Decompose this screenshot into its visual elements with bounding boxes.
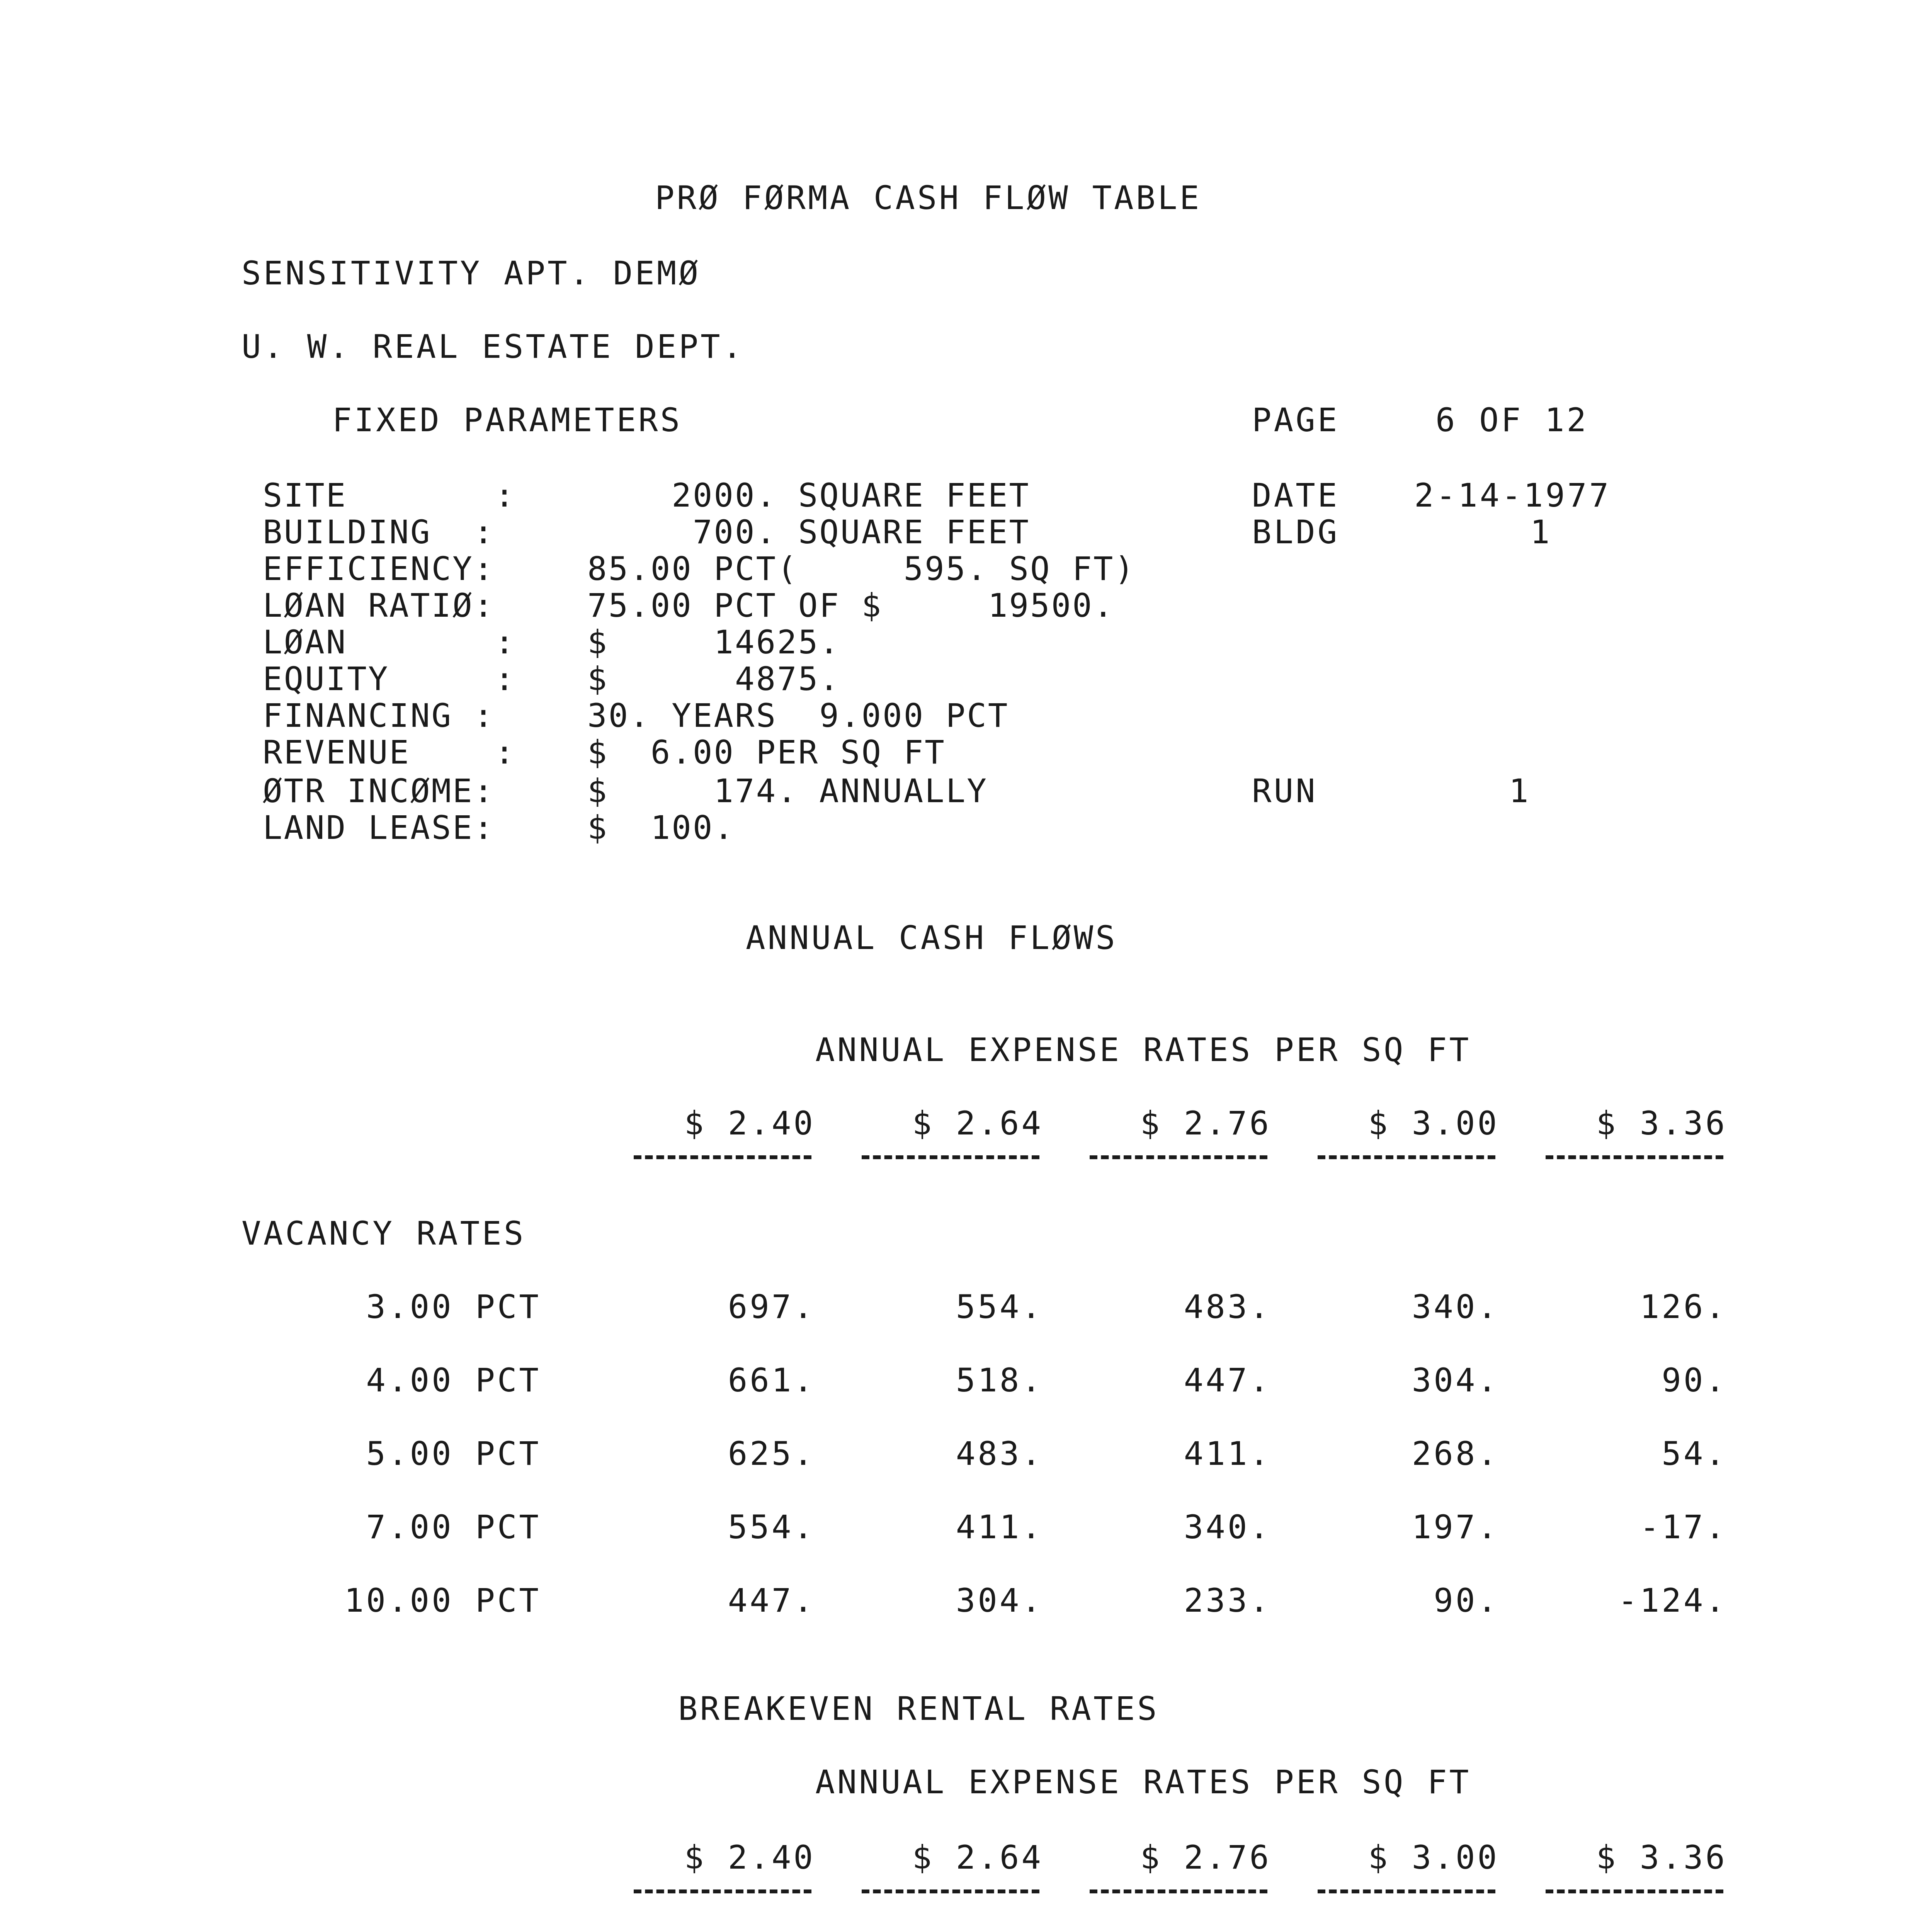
table-cell: 697.: [728, 1288, 815, 1326]
table-cell: 268.: [1412, 1435, 1499, 1473]
table-cell: 90.: [1434, 1582, 1499, 1619]
parameter-label: LØAN RATIØ:: [263, 587, 495, 624]
row-label: 7.00 PCT: [366, 1508, 541, 1546]
run-label: RUN: [1252, 772, 1318, 810]
section-heading: BREAKEVEN RENTAL RATES: [678, 1690, 1159, 1728]
column-header: $ 2.40: [684, 1838, 815, 1876]
page-number: 6 OF 12: [1435, 401, 1589, 439]
table-cell: 554.: [956, 1288, 1043, 1326]
expense-rates-heading: ANNUAL EXPENSE RATES PER SQ FT: [815, 1763, 1471, 1801]
table-cell: 304.: [956, 1582, 1043, 1619]
table-cell: 518.: [956, 1361, 1043, 1399]
column-header: $ 2.76: [1140, 1104, 1271, 1142]
column-rule: [862, 1155, 1039, 1159]
parameter-value: 75.00 PCT OF $ 19500.: [587, 587, 1115, 624]
bldg-value: 1: [1530, 513, 1552, 551]
table-cell: 447.: [1184, 1361, 1271, 1399]
column-header: $ 3.36: [1596, 1104, 1727, 1142]
table-cell: 483.: [956, 1435, 1043, 1473]
parameter-value: 30. YEARS 9.000 PCT: [587, 697, 1009, 735]
column-rule: [1318, 1889, 1495, 1893]
report-subtitle: SENSITIVITY APT. DEMØ: [242, 254, 701, 292]
run-value: 1: [1509, 772, 1531, 810]
column-header: $ 2.64: [912, 1104, 1043, 1142]
table-cell: 411.: [1184, 1435, 1271, 1473]
column-rule: [634, 1155, 811, 1159]
parameter-label: ØTR INCØME:: [263, 772, 495, 810]
column-rule: [1318, 1155, 1495, 1159]
parameter-label: EFFICIENCY:: [263, 550, 495, 588]
parameter-value: 2000. SQUARE FEET: [587, 476, 1031, 514]
parameter-value: $ 100.: [587, 809, 735, 847]
parameter-label: LAND LEASE:: [263, 809, 495, 847]
row-label: 4.00 PCT: [366, 1361, 541, 1399]
date-label: DATE: [1252, 476, 1340, 514]
row-label: 10.00 PCT: [344, 1582, 541, 1619]
date-value: 2-14-1977: [1414, 476, 1611, 514]
table-cell: 340.: [1412, 1288, 1499, 1326]
fixed-parameters-heading: FIXED PARAMETERS: [332, 401, 682, 439]
column-rule: [862, 1889, 1039, 1893]
parameter-label: REVENUE :: [263, 733, 516, 771]
column-rule: [1546, 1155, 1723, 1159]
column-header: $ 3.00: [1368, 1104, 1499, 1142]
parameter-label: EQUITY :: [263, 660, 516, 698]
parameter-value: $ 6.00 PER SQ FT: [587, 733, 946, 771]
table-cell: 126.: [1639, 1288, 1727, 1326]
column-header: $ 2.40: [684, 1104, 815, 1142]
parameter-value: 85.00 PCT( 595. SQ FT): [587, 550, 1136, 588]
table-cell: 197.: [1412, 1508, 1499, 1546]
bldg-label: BLDG: [1252, 513, 1340, 551]
column-header: $ 3.00: [1368, 1838, 1499, 1876]
table-cell: 411.: [956, 1508, 1043, 1546]
row-label: 3.00 PCT: [366, 1288, 541, 1326]
expense-rates-heading: ANNUAL EXPENSE RATES PER SQ FT: [815, 1031, 1471, 1069]
column-header: $ 2.64: [912, 1838, 1043, 1876]
table-cell: 483.: [1184, 1288, 1271, 1326]
table-cell: 233.: [1184, 1582, 1271, 1619]
row-group-heading: VACANCY RATES: [242, 1214, 526, 1252]
table-cell: 625.: [728, 1435, 815, 1473]
column-rule: [1546, 1889, 1723, 1893]
parameter-label: LØAN :: [263, 623, 516, 661]
parameter-value: $ 14625.: [587, 623, 840, 661]
parameter-label: FINANCING :: [263, 697, 495, 735]
table-cell: 447.: [728, 1582, 815, 1619]
page-label: PAGE: [1252, 401, 1340, 439]
table-cell: 54.: [1662, 1435, 1727, 1473]
parameter-value: 700. SQUARE FEET: [587, 513, 1031, 551]
table-cell: -124.: [1618, 1582, 1727, 1619]
table-cell: 90.: [1662, 1361, 1727, 1399]
parameter-value: $ 4875.: [587, 660, 840, 698]
column-header: $ 3.36: [1596, 1838, 1727, 1876]
row-label: 5.00 PCT: [366, 1435, 541, 1473]
table-cell: 304.: [1412, 1361, 1499, 1399]
parameter-label: SITE :: [263, 476, 516, 514]
table-cell: 554.: [728, 1508, 815, 1546]
parameter-label: BUILDING :: [263, 513, 495, 551]
column-rule: [634, 1889, 811, 1893]
column-rule: [1090, 1155, 1267, 1159]
table-cell: 661.: [728, 1361, 815, 1399]
page-title: PRØ FØRMA CASH FLØW TABLE: [655, 179, 1202, 217]
section-heading: ANNUAL CASH FLØWS: [746, 919, 1117, 957]
table-cell: -17.: [1639, 1508, 1727, 1546]
table-cell: 340.: [1184, 1508, 1271, 1546]
parameter-value: $ 174. ANNUALLY: [587, 772, 988, 810]
organization-name: U. W. REAL ESTATE DEPT.: [242, 328, 745, 366]
column-rule: [1090, 1889, 1267, 1893]
column-header: $ 2.76: [1140, 1838, 1271, 1876]
